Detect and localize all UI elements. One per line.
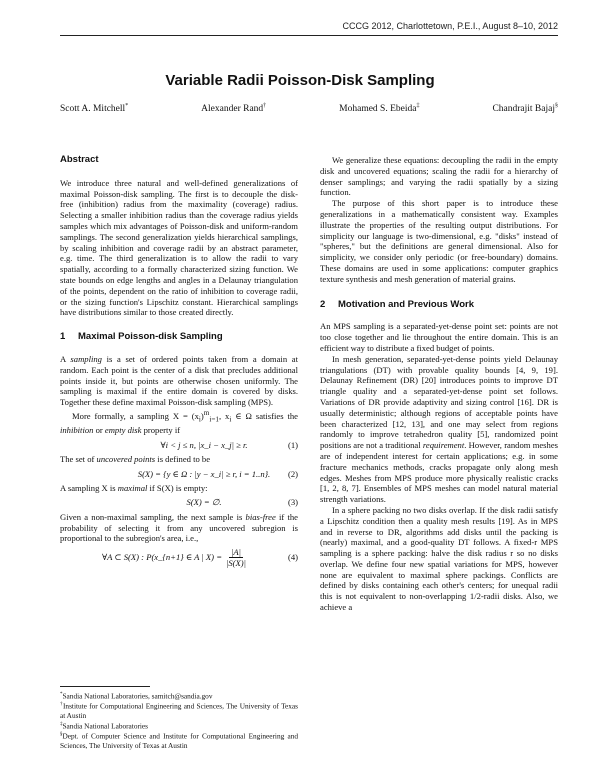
paragraph: The purpose of this short paper is to introduce these generalizations in a mathematically consistent way. Examples illustrate the properties of the resulting output distributions. For simplicity our language is two-dimensional, e.g. "disks" instead of "spheres," but the definitions are general dimensional. Also for simplicity, we consider only periodic (or free-boundary) domains. These domains are used in some applications: computer graphics texture synthesis and mesh generation of material grains.	[320, 198, 558, 284]
author: Scott A. Mitchell*	[60, 103, 129, 115]
paragraph: The set of uncovered points is defined to be	[60, 454, 211, 465]
paragraph: An MPS sampling is a separated-yet-dense point set: points are not too close together and lie throughout the entire domain. This is an efficient way to distribute a fixed budget of points.	[320, 321, 558, 353]
header-rule	[60, 35, 558, 36]
paragraph: A sampling X is maximal if S(X) is empty:	[60, 482, 208, 493]
paragraph: We generalize these equations: decoupling the radii in the empty disk and uncovered equations; scaling the radii for a hierarchy of denser samplings; and varying the radii spatially by a sizing function.	[320, 155, 558, 198]
author: Mohamed S. Ebeida‡	[339, 103, 420, 115]
abstract-heading: Abstract	[60, 154, 99, 165]
author: Chandrajit Bajaj§	[492, 103, 558, 115]
footnote: §Dept. of Computer Science and Institute for Computational Engineering and Sciences, The University of Texas at Austin	[60, 731, 298, 750]
right-column	[320, 155, 558, 613]
paragraph: A sampling is a set of ordered points taken from a domain at random. Each point is the center of a disk that precludes additional points inside it, but points are otherwise chosen uniformly. The sampling is maximal if the entire domain is covered by disks. Together these define maximal Poisson-disk sampling (MPS).	[60, 353, 298, 408]
footnote: ‡Sandia National Laboratories	[60, 721, 149, 731]
footnote-rule	[60, 686, 150, 687]
equation-4: ∀A ⊂ S(X) : P(x_{n+1} ∈ A | X) = $\frac{|A|}{|S(X)|}$ (4)	[101, 546, 298, 568]
paragraph: More formally, a sampling $X = (x_i)^m_{i=1}$, $x_i$ ∈ Ω satisfies the inhibition or empty disk property if	[60, 408, 298, 436]
equation-3: S(X) = ∅. (3)	[186, 497, 298, 508]
section-1-heading: 1 Maximal Poisson-disk Sampling	[60, 331, 223, 343]
paragraph: In a sphere packing no two disks overlap. If the disk radii satisfy a Lipschitz condition then a quality mesh results [19]. As in MPS and in reverse to DR, algorithms add disks until the packing is (nearly) maximal, and a good-quality DT follows. A fixed-r MPS sampling is a sphere packing: halve the disk radius r so no disks overlap. We define four new spatial variations for MPS, however none are equivalent to maximal sphere packings. Conflicts are defined by disks containing each other's centers; for unequal radii this is not equivalent to non-overlapping 1/2-radii disks. Also, we achieve a	[320, 504, 558, 613]
footnote: *Sandia National Laboratories, samitch@sandia.gov	[60, 691, 213, 701]
equation-2: S(X) = {y ∈ Ω : |y − x_i| ≥ r, i = 1..n}. (2)	[137, 468, 298, 479]
author: Alexander Rand†	[201, 103, 267, 115]
abstract-text: We introduce three natural and well-defined generalizations of maximal Poisson-disk sampling. The first is to decouple the disk-free (inhibition) radius from the maximality (coverage) radius. Selecting a smaller inhibition radius than the coverage radius yields samples which mix advantages of Poisson-disk and uniform-random samplings. The second generalization yields hierarchical samplings, by scaling inhibition and coverage radii by an abstract parameter, e.g. time. The third generalization is to allow the radii to vary spatially, according to a formally characterized sizing function. We state bounds on edge lengths and angles in a Delaunay triangulation of the points, dependent on the ratio of inhibition to coverage radii, or the sizing function's Lipschitz constant. Hierarchical samplings have distributions similar to those created directly.	[60, 177, 298, 318]
left-column	[60, 155, 298, 570]
paragraph: Given a non-maximal sampling, the next sample is bias-free if the probability of selecting it from any uncovered subregion is proportional to the subregion's area, i.e.,	[60, 511, 298, 544]
paragraph: In mesh generation, separated-yet-dense points yield Delaunay triangulations (DT) with provable quality bounds [4, 9, 19]. Delaunay Refinement (DR) [20] introduces points to improve DT triangle quality and a separated-yet-dense point set follows. Variations of DR provide adaptivity and sizing control [16]. DR is usually deterministic; although regions of acceptable points have been characterized [12, 13], and one may select from regions randomly to improve tetrahedron quality [5], randomized point positions are not a traditional requirement. However, random meshes are of independent interest for certain applications; e.g. in some fracture mechanics methods, cracks propagate only along mesh edges. Meshes from MPS produce more physically realistic cracks [1, 2, 8, 7]. Ensembles of MPS meshes can model natural material strength variations.	[320, 353, 558, 505]
author-list	[60, 103, 558, 114]
section-2-heading: 2 Motivation and Previous Work	[320, 298, 475, 310]
paper-title: Variable Radii Poisson-Disk Sampling	[165, 72, 435, 89]
footnote: †Institute for Computational Engineering and Sciences, The University of Texas at Austin	[60, 701, 299, 720]
equation-1: ∀i < j ≤ n, |x_i − x_j| ≥ r. (1)	[160, 439, 298, 450]
running-head: CCCG 2012, Charlottetown, P.E.I., August 8–10, 2012	[342, 21, 558, 31]
footnotes	[60, 690, 298, 750]
